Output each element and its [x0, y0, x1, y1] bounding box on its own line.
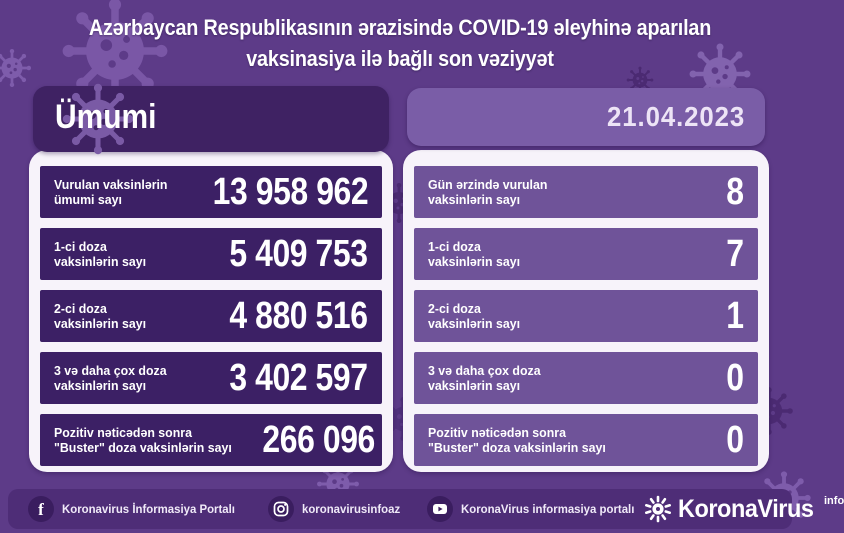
youtube-label: KoronaVirus informasiya portalı: [461, 502, 635, 516]
total-panel-title: Ümumi: [55, 98, 157, 136]
youtube-link[interactable]: [427, 496, 644, 522]
stat-row-third-dose: [40, 352, 382, 404]
brand-superscript: info: [824, 495, 844, 507]
stat-value: 1: [726, 294, 744, 337]
stat-row-daily-total: [414, 166, 758, 218]
facebook-icon: f: [28, 496, 54, 522]
report-date: 21.04.2023: [606, 101, 745, 132]
stat-row-daily-third-dose: [414, 352, 758, 404]
stat-label: 3 və daha çox doza vaksinlərin sayı: [428, 363, 541, 393]
instagram-icon: [268, 496, 294, 522]
stat-value: 0: [726, 418, 744, 461]
facebook-label: Koronavirus İnformasiya Portalı: [62, 502, 235, 516]
daily-panel-header: [407, 88, 765, 146]
stat-label: 3 və daha çox doza vaksinlərin sayı: [54, 363, 167, 393]
instagram-link[interactable]: [268, 496, 405, 522]
page-title-line2: vaksinasiya ilə bağlı son vəziyyət: [246, 46, 554, 71]
stat-row-first-dose: [40, 228, 382, 280]
stat-row-daily-booster-dose: [414, 414, 758, 466]
stat-value: 7: [726, 232, 744, 275]
stat-label: 2-ci doza vaksinlərin sayı: [54, 301, 147, 331]
stat-value: 266 096: [262, 418, 376, 461]
stat-label: 2-ci doza vaksinlərin sayı: [428, 301, 521, 331]
stat-value: 0: [726, 356, 744, 399]
stat-row-daily-second-dose: [414, 290, 758, 342]
virus-logo-icon: [644, 495, 672, 523]
youtube-icon: [427, 496, 453, 522]
stat-label: Pozitiv nəticədən sonra "Buster" doza vaksinlərin sayı: [54, 425, 232, 455]
stat-label: 1-ci doza vaksinlərin sayı: [54, 239, 147, 269]
stat-label: Gün ərzində vurulan vaksinlərin sayı: [428, 177, 548, 207]
daily-panel-body: [403, 150, 769, 472]
koronavirus-logo: [644, 495, 844, 523]
virus-decoration: [0, 48, 32, 88]
stat-label: Vurulan vaksinlərin ümumi sayı: [54, 177, 168, 207]
total-panel-body: [29, 150, 393, 472]
footer-bar: [8, 489, 844, 529]
stat-row-daily-first-dose: [414, 228, 758, 280]
stat-label: 1-ci doza vaksinlərin sayı: [428, 239, 521, 269]
stat-row-second-dose: [40, 290, 382, 342]
stat-label: Pozitiv nəticədən sonra "Buster" doza vaksinlərin sayı: [428, 425, 606, 455]
stat-value: 4 880 516: [229, 294, 368, 337]
total-panel-header: [33, 86, 389, 152]
instagram-label: koronavirusinfoaz: [302, 502, 401, 516]
stat-value: 8: [726, 170, 744, 213]
facebook-link[interactable]: [28, 496, 244, 522]
stat-value: 3 402 597: [229, 356, 368, 399]
brand-text: KoronaVirus: [677, 495, 814, 523]
stat-row-total-vaccines: [40, 166, 382, 218]
page-title: [40, 12, 760, 74]
stat-value: 5 409 753: [229, 232, 368, 275]
page-title-line1: Azərbaycan Respublikasının ərazisində COVID-19 əleyhinə aparılan: [88, 15, 712, 40]
stat-value: 13 958 962: [212, 170, 368, 213]
stat-row-booster-dose: [40, 414, 382, 466]
